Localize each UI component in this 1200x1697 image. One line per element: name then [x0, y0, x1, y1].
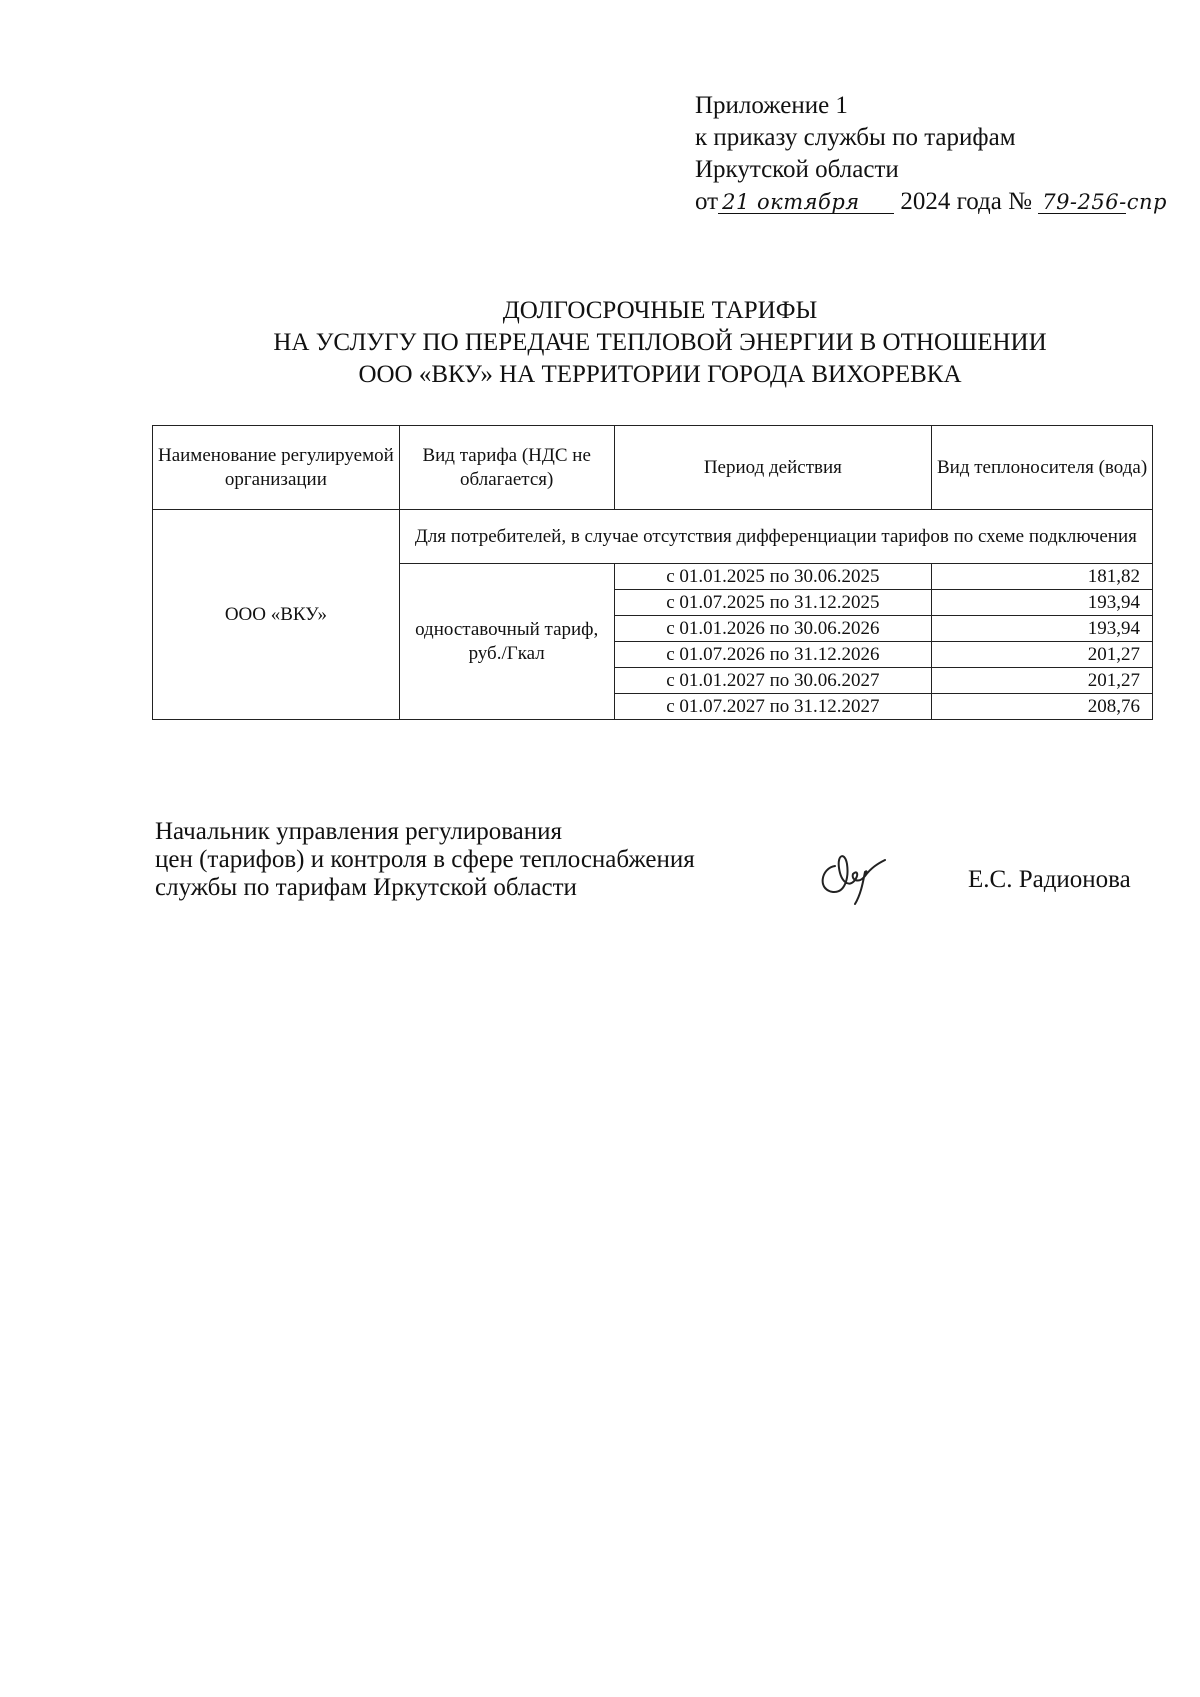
appendix-header: [695, 90, 1167, 218]
org-name-cell: ООО «ВКУ»: [153, 510, 400, 720]
date-field: [718, 191, 894, 214]
year-text: 2024 года №: [900, 188, 1032, 215]
value-cell: 181,82: [932, 564, 1153, 590]
tariff-name-cell: одноставочный тариф, руб./Гкал: [399, 564, 614, 720]
period-cell: с 01.07.2025 по 31.12.2025: [614, 590, 932, 616]
value-cell: 201,27: [932, 642, 1153, 668]
handwritten-order-number: 79-256-спр: [1042, 190, 1167, 214]
position-line-2: цен (тарифов) и контроля в сфере теплоснабжения: [155, 846, 695, 873]
value-cell: 193,94: [932, 590, 1153, 616]
date-prefix: от: [695, 188, 719, 215]
appendix-line-1: Приложение 1: [695, 92, 848, 119]
period-cell: с 01.01.2026 по 30.06.2026: [614, 616, 932, 642]
handwritten-signature-icon: [815, 838, 895, 908]
document-title: [140, 295, 1180, 391]
header-tariff-type: Вид тарифа (НДС не облагается): [399, 426, 614, 510]
consumer-group-cell: Для потребителей, в случае отсутствия дифференциации тарифов по схеме подключения: [399, 510, 1152, 564]
appendix-line-3: Иркутской области: [695, 156, 899, 183]
header-carrier: Вид теплоносителя (вода): [932, 426, 1153, 510]
value-cell: 208,76: [932, 694, 1153, 720]
order-number-field: [1038, 190, 1167, 214]
period-cell: с 01.01.2027 по 30.06.2027: [614, 668, 932, 694]
period-cell: с 01.07.2027 по 31.12.2027: [614, 694, 932, 720]
title-line-1: ДОЛГОСРОЧНЫЕ ТАРИФЫ: [502, 297, 818, 324]
handwritten-date: 21 октября: [722, 190, 860, 214]
value-cell: 201,27: [932, 668, 1153, 694]
header-period: Период действия: [614, 426, 932, 510]
signatory-name: Е.С. Радионова: [968, 866, 1131, 893]
position-line-3: службы по тарифам Иркутской области: [155, 874, 577, 901]
consumer-group-row: [153, 510, 1153, 564]
appendix-line-2: к приказу службы по тарифам: [695, 124, 1016, 151]
value-cell: 193,94: [932, 616, 1153, 642]
appendix-date-line: [695, 186, 1167, 218]
tariff-table: [152, 425, 1153, 720]
title-line-3: ООО «ВКУ» НА ТЕРРИТОРИИ ГОРОДА ВИХОРЕВКА: [358, 361, 962, 388]
table-header-row: [153, 426, 1153, 510]
header-org: Наименование регулируемой организации: [153, 426, 400, 510]
position-line-1: Начальник управления регулирования: [155, 818, 563, 845]
signatory-position: [155, 818, 695, 902]
period-cell: с 01.01.2025 по 30.06.2025: [614, 564, 932, 590]
title-line-2: НА УСЛУГУ ПО ПЕРЕДАЧЕ ТЕПЛОВОЙ ЭНЕРГИИ В ОТНОШЕНИИ: [273, 329, 1047, 356]
period-cell: с 01.07.2026 по 31.12.2026: [614, 642, 932, 668]
